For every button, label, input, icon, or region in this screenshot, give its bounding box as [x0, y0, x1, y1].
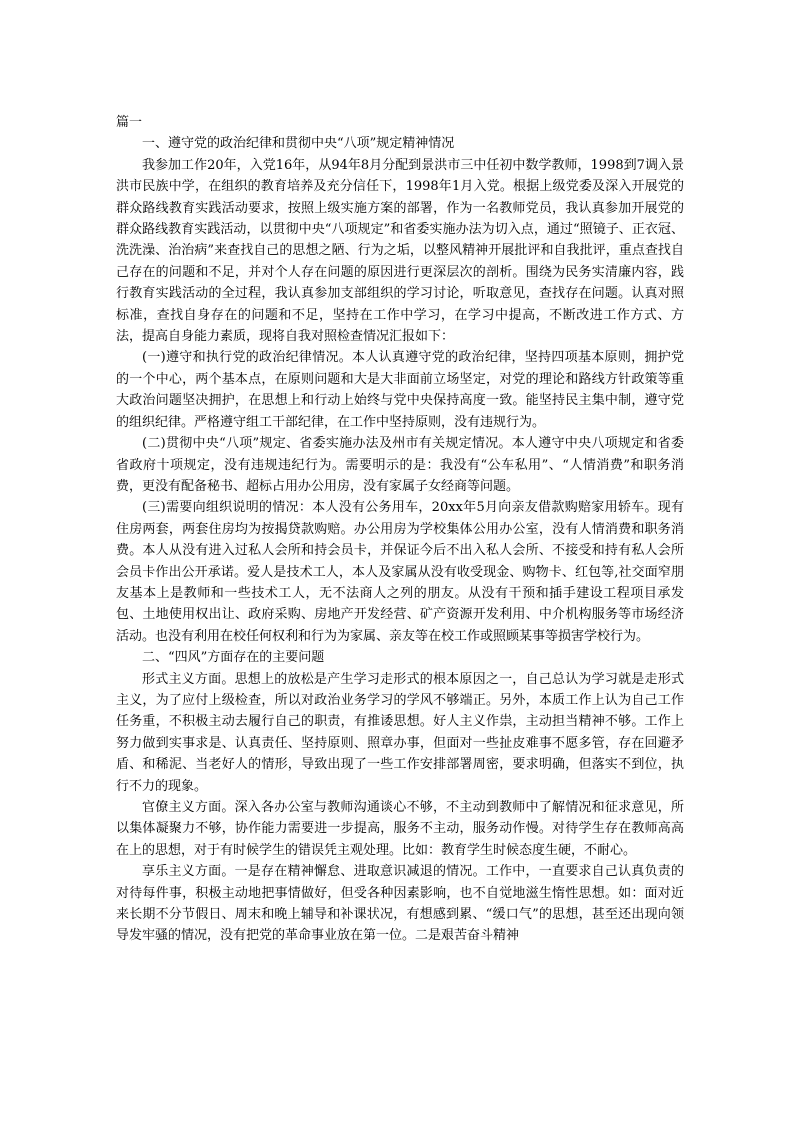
- paragraph-formalism: 形式主义方面。思想上的放松是产生学习走形式的根本原因之一，自己总认为学习就是走形式主义，为了应付上级检查，所以对政治业务学习的学风不够端正。另外，本质工作上认为自己工作任务重，不积极主动去履行自己的职责，有推诿思想。好人主义作祟，主动担当精神不够。工作上努力做到实事求是、认真责任、坚持原则、照章办事，但面对一些扯皮难事不愿多管，存在回避矛盾、和稀泥、当老好人的情形，导致出现了一些工作安排部署周密，要求明确，但落实不到位，执行不力的现象。: [116, 671, 684, 794]
- paragraph-hedonism: 享乐主义方面。一是存在精神懈怠、进取意识减退的情况。工作中，一直要求自己认真负责的对待每件事，积极主动地把事情做好，但受各种因素影响，也不自觉地滋生惰性思想。如：面对近来长期不分节假日、周末和晚上辅导和补课状况，有想感到累、“缓口气”的思想，甚至还出现向领导发牢骚的情况，没有把党的革命事业放在第一位。二是艰苦奋斗精神: [116, 864, 684, 944]
- section-2-title: 二、“四风”方面存在的主要问题: [142, 650, 325, 666]
- paragraph-explanation: (三)需要向组织说明的情况：本人没有公务用车，20xx年5月向亲友借款购赔家用轿车。现有住房两套，两套住房均为按揭贷款购赔。办公用房为学校集体公用办公室，没有人情消费和职务消费。本人从没有进入过私人会所和持会员卡，并保证今后不出入私人会所、不接受和持有私人会所会员卡作出公开承诺。爱人是技术工人，本人及家属从没有收受现金、购物卡、红包等,社交面窄朋友基本上是教师和一些技术工人，无不法商人之列的朋友。从没有干预和插手建设工程项目承发包、土地使用权出让、政府采购、房地产开发经营、矿产资源开发利用、中介机构服务等市场经济活动。也没有利用在校任何权利和行为为家属、亲友等在校工作或照顾某事等损害学校行为。: [116, 500, 684, 644]
- paragraph-bureaucracy: 官僚主义方面。深入各办公室与教师沟通谈心不够，不主动到教师中了解情况和征求意见，所以集体凝聚力不够，协作能力需要进一步提高，服务不主动，服务动作慢。对待学生存在教师高高在上的思想，对于有时候学生的错误凭主观处理。比如：教育学生时候态度生硬，不耐心。: [116, 800, 684, 858]
- part-label: 篇一: [116, 115, 143, 130]
- paragraph-intro: 我参加工作20年，入党16年，从94年8月分配到景洪市三中任初中数学教师，1998到7调入景洪市民族中学，在组织的教育培养及充分信任下，1998年1月入党。根据上级党委及深入开展党的群众路线教育实践活动要求，按照上级实施方案的部署，作为一名教师党员，我认真参加开展党的群众路线教育实践活动，以贯彻中央“八项规定”和省委实施办法为切入点，通过“照镜子、正衣冠、洗洗澡、治治病”来查找自己的思想之陋、行为之垢，以整风精神开展批评和自我批评，重点查找自己存在的问题和不足，并对个人存在问题的原因进行更深层次的剖析。围绕为民务实清廉内容，践行教育实践活动的全过程，我认真参加支部组织的学习讨论，听取意见，查找存在问题。认真对照标准，查找自身存在的问题和不足，坚持在工作中学习，在学习中提高，不断改进工作方式、方法，提高自身能力素质，现将自我对照检查情况汇报如下：: [116, 157, 684, 345]
- paragraph-political-discipline: (一)遵守和执行党的政治纪律情况。本人认真遵守党的政治纪律，坚持四项基本原则，拥护党的一个中心，两个基本点，在原则问题和大是大非面前立场坚定，对党的理论和路线方针政策等重大政治问题坚决拥护，在思想上和行动上始终与党中央保持高度一致。能坚持民主集中制，遵守党的组织纪律。严格遵守组工干部纪律，在工作中坚持原则，没有违规行为。: [116, 350, 684, 430]
- paragraph-eight-rules: (二)贯彻中央“八项”规定、省委实施办法及州市有关规定情况。本人遵守中央八项规定和省委省政府十项规定，没有违规违纪行为。需要明示的是：我没有“公车私用”、“人情消费”和职务消费，更没有配备秘书、超标占用办公用房，没有家属子女经商等问题。: [116, 436, 684, 494]
- section-1-title: 一、遵守党的政治纪律和贯彻中央“八项”规定精神情况: [142, 136, 455, 152]
- document-page: [116, 112, 684, 947]
